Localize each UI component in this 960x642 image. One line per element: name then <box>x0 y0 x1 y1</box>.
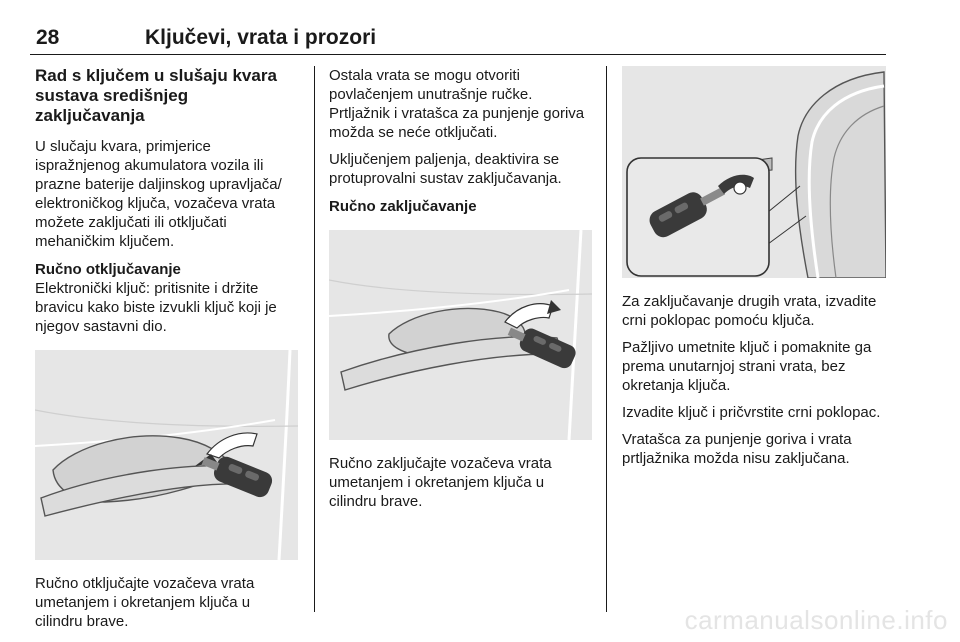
column-3 <box>622 66 888 476</box>
page-number: 28 <box>36 26 60 49</box>
figure-manual-unlock <box>35 350 298 560</box>
paragraph-insert-key: Pažljivo umetnite ključ i pomaknite ga prema unutarnjoj strani vrata, bez okretanja ključa. <box>622 339 872 394</box>
watermark: carmanualsonline.info <box>684 605 948 635</box>
figure-caption: Ručno otključajte vozačeva vrata umetanjem i okretanjem ključa u cilindru brave. <box>35 575 255 630</box>
column-divider-right <box>606 66 607 612</box>
paragraph-remove-cover: Za zaključavanje drugih vrata, izvadite crni poklopac pomoću ključa. <box>622 293 877 329</box>
electronic-key-paragraph: Elektronički ključ: pritisnite i držite bravicu kako biste izvukli ključ koji je njegov sastavni dio. <box>35 280 277 335</box>
paragraph-fuel-flap: Vratašca za punjenje goriva i vrata prtljažnika možda nisu zaključana. <box>622 431 852 467</box>
subheading-manual-lock: Ručno zaključavanje <box>329 198 477 215</box>
door-handle-key-lock-illustration <box>329 230 592 440</box>
figure-caption: Ručno zaključajte vozačeva vrata umetanjem i okretanjem ključa u cilindru brave. <box>329 455 552 510</box>
section-heading: Rad s ključem u slušaju kvara sustava središnjeg zaključavanja <box>35 66 277 125</box>
figure-door-cover <box>622 66 886 278</box>
paragraph-ignition: Uključenjem paljenja, deaktivira se protuprovalni sustav zaključavanja. <box>329 151 562 187</box>
column-2 <box>329 66 594 519</box>
paragraph-refit-cover: Izvadite ključ i pričvrstite crni poklopac. <box>622 404 881 421</box>
column-divider-left <box>314 66 315 612</box>
page-header <box>30 24 886 55</box>
chapter-title: Ključevi, vrata i prozori <box>145 26 377 49</box>
paragraph-other-doors: Ostala vrata se mogu otvoriti povlačenjem unutrašnje ručke. Prtljažnik i vratašca za punjenje goriva možda se neće otključati. <box>329 67 585 141</box>
door-edge-lock-cover-illustration <box>622 66 886 278</box>
column-1 <box>35 66 300 639</box>
door-handle-key-illustration <box>35 350 298 560</box>
figure-manual-lock <box>329 230 592 440</box>
intro-paragraph: U slučaju kvara, primjerice ispražnjenog akumulatora vozila ili prazne baterije daljinskog upravljača/ elektroničkog ključa, vozačeva vrata možete zaključati ili otključati mehaničkim ključem. <box>35 138 282 250</box>
subheading-manual-unlock: Ručno otključavanje <box>35 261 181 278</box>
